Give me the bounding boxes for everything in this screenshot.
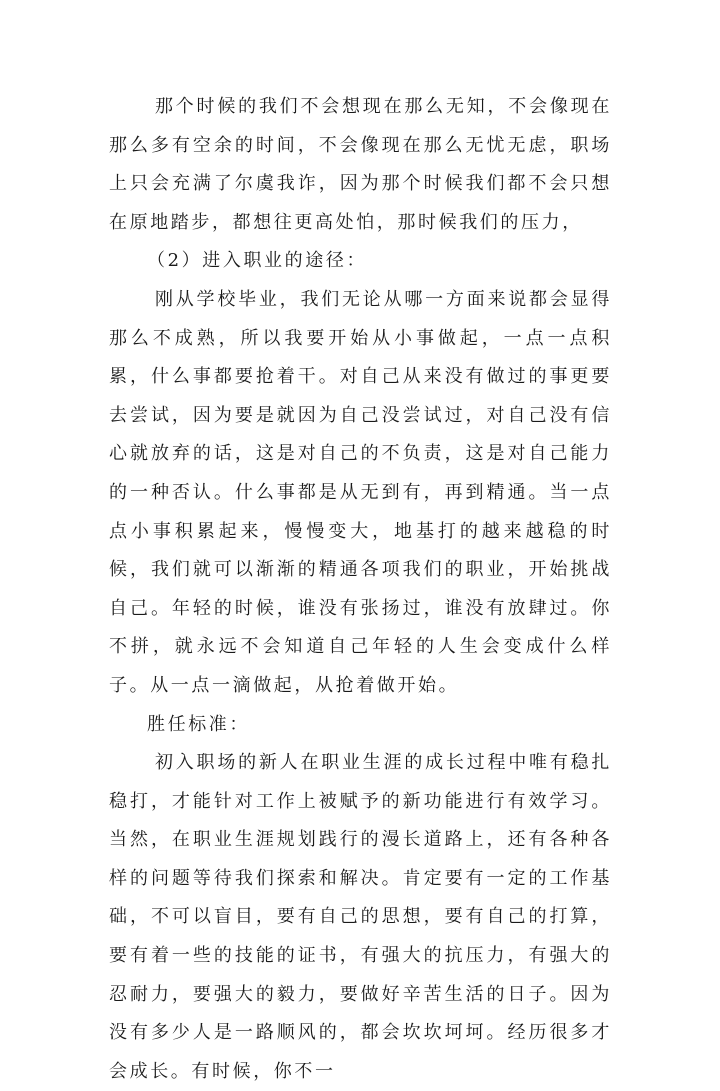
paragraph-competency-standard: 初入职场的新人在职业生涯的成长过程中唯有稳扎稳打，才能针对工作上被赋予的新功能进行有效学习。当然，在职业生涯规划践行的漫长道路上，还有各种各样的问题等待我们探索和解决。肯定要有一定的工作基础，不可以盲目，要有自己的思想，要有自己的打算，要有着一些的技能的证书，有强大的抗压力，有强大的忍耐力，要强大的毅力，要做好辛苦生活的日子。因为没有多少人是一路顺风的，都会坎坎坷坷。经历很多才会成长。有时候，你不一: [109, 752, 612, 1082]
document-page: [109, 88, 612, 1091]
section-heading-career-entry: （2）进入职业的途径：: [147, 250, 368, 272]
paragraph-pressure-memories: 那个时候的我们不会想现在那么无知，不会像现在那么多有空余的时间，不会像现在那么无忧无虑，职场上只会充满了尔虞我诈，因为那个时候我们都不会只想在原地踏步，都想往更高处怕，那时候我们的压力，: [109, 96, 612, 233]
section-heading-competency-standard: 胜任标准：: [147, 713, 250, 735]
paragraph-career-entry: 刚从学校毕业，我们无论从哪一方面来说都会显得那么不成熟，所以我要开始从小事做起，一点一点积累，什么事都要抢着干。对自己从来没有做过的事更要去尝试，因为要是就因为自己没尝试过，对自己没有信心就放弃的话，这是对自己的不负责，这是对自己能力的一种否认。什么事都是从无到有，再到精通。当一点点小事积累起来，慢慢变大，地基打的越来越稳的时候，我们就可以渐渐的精通各项我们的职业，开始挑战自己。年轻的时候，谁没有张扬过，谁没有放肆过。你不拼，就永远不会知道自己年轻的人生会变成什么样子。从一点一滴做起，从抢着做开始。: [109, 288, 612, 696]
